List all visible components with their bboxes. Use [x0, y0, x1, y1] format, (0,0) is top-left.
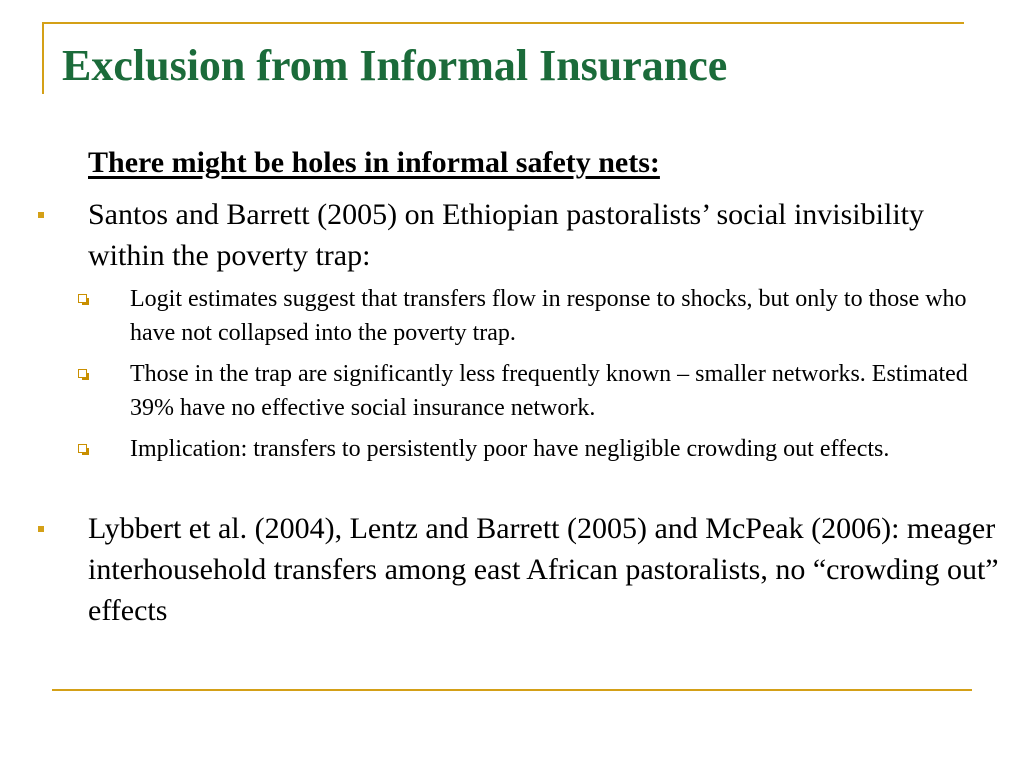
sub-bullet-implication: Implication: transfers to persistently poor have negligible crowding out effects.: [130, 436, 890, 462]
sub-bullet-those-in-trap: Those in the trap are significantly less frequently known – smaller networks. Estimated 39% have no effective social insurance network.: [130, 361, 968, 421]
left-accent-rule: [42, 22, 44, 94]
sub-bullet-logit-estimates: Logit estimates suggest that transfers flow in response to shocks, but only to those who have not collapsed into the poverty trap.: [130, 286, 967, 346]
square-bullet-icon: [38, 212, 44, 218]
shadowed-square-bullet-icon: [78, 369, 87, 378]
bullet-item-lybbert-et-al: Lybbert et al. (2004), Lentz and Barrett (2005) and McPeak (2006): meager interhousehold transfers among east African pastoralists, no “crowding out” effects: [88, 512, 999, 627]
shadowed-square-bullet-icon: [78, 294, 87, 303]
square-bullet-icon: [38, 526, 44, 532]
slide-subheading: There might be holes in informal safety nets:: [88, 146, 660, 179]
bullet-item-santos-barrett: Santos and Barrett (2005) on Ethiopian pastoralists’ social invisibility within the poverty trap:: [88, 198, 924, 272]
top-accent-rule: [44, 22, 964, 24]
slide-title: Exclusion from Informal Insurance: [62, 41, 728, 90]
shadowed-square-bullet-icon: [78, 444, 87, 453]
bottom-accent-rule: [52, 689, 972, 691]
